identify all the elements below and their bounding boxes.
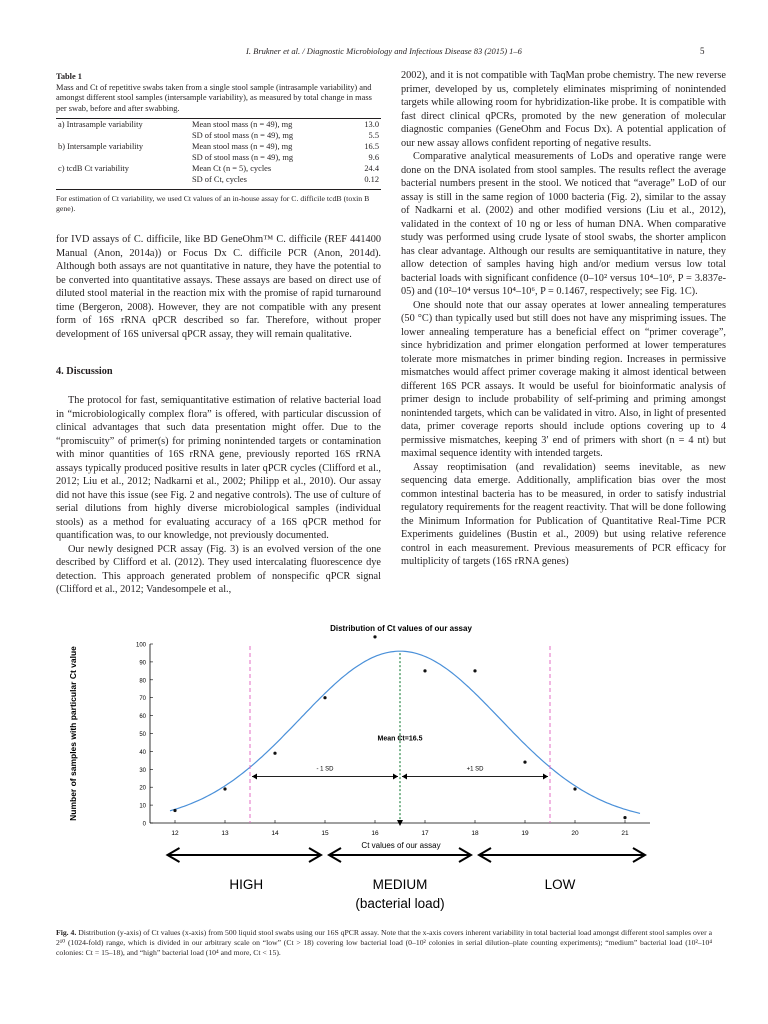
table-row [56,174,381,185]
data-point [323,696,326,699]
table-cell-measure: Mean stool mass (n = 49), mg [192,142,293,151]
x-tick-label: 17 [421,830,429,837]
table-cell-value: 0.12 [364,175,379,184]
y-tick-label: 0 [142,821,146,828]
table-bottom-rule [56,189,381,190]
data-point [473,669,476,672]
y-tick-label: 20 [139,785,146,792]
x-axis-label: Ct values of our assay [361,841,441,850]
x-tick-label: 12 [171,830,179,837]
table-cell-measure: Mean stool mass (n = 49), mg [192,120,293,129]
table-footnote: For estimation of Ct variability, we used Ct values of an in-house assay for C. difficile tcdB (toxin B gene). [56,194,370,213]
x-tick-label: 14 [271,830,279,837]
paragraph: Comparative analytical measurements of LoDs and operative range were done on the DNA isolated from stool samples. The results reflect the average bacterial numbers present in the stool. We noticed that “average” LoD of our assay is still in the same region of 1000 bacteria (Fig. 2), similar to the assay of Nadkarni et al. (2002) and other modified versions (Liu et al., 2012), validated in the context of 10 ng or less of human DNA. When comparative study was performed using crude lysate of stool swabs, the shorter amplicon has clear advantage. Although our results are semiquantitative in nature, they allow detection of samples having high and/or medium versus low total bacterial loads with significant confidence (0–10² versus 10⁴–10⁶, P = 3.837e-05) and (10²–10⁴ versus 10⁴–10⁶, P = 0.1467, respectively; see Fig. 1C). [401,151,726,297]
data-point [623,816,626,819]
figure-caption-text: Distribution (y-axis) of Ct values (x-axis) from 500 liquid stool swabs using our 16S qPCR assay. Note that the x-axis covers inherent variability in total bacterial load amongst different stool samples over a 2¹⁰ (1024-fold) range, which is divided in our arbitrary scale on “low” (Ct > 18) covering low bacterial load (0–10² colonies in serial dilution–plate counting experiments); “medium” bacterial load (10²–10⁴ colonies: Ct = 15–18), and “high” bacterial load (10⁴ and more, Ct < 15). [56,928,712,957]
section-title-discussion: 4. Discussion [56,366,113,377]
table-row [56,152,381,163]
low-region-label: LOW [544,877,576,892]
table-body [56,119,381,185]
table-row [56,130,381,141]
medium-region-label: MEDIUM [372,877,428,892]
data-point [173,809,176,812]
table-cell-value: 5.5 [368,131,379,140]
x-tick-label: 18 [471,830,479,837]
data-point [223,787,226,790]
table-row [56,141,381,152]
table-cell-group [56,174,190,185]
paragraph: One should note that our assay operates at lower annealing temperatures (50 °C) than typically used but still does not have any mispriming issues. The lower annealing temperature has a beneficial effect on “primer coverage”, since hybridization and primer elongation performed at lower temperatures tolerate more mismatches in primer binding region. Increases in permissive mismatches would affect primer coverage making it almost identical between different 16S PCR assays. It would be useful for bioinformatic analysis of primer design to include probability of self-priming and priming amongst nonintended targets, which can be validated in vitro. Also, in light of presented data, primer coverage reports should include options covering up to 4 permissive mismatches, keeping 3′ end of primers with short (n = 4 nt) but maximal sequence identity with intended targets. [401,299,726,459]
plus-sd-arrow-head [543,773,548,779]
plus-sd-arrow-tail [402,773,407,779]
right-column [401,69,726,569]
table-cell-measure: SD of Ct, cycles [192,175,247,184]
figure-caption-label: Fig. 4. [56,928,77,937]
minus-sd-arrow-head [393,773,398,779]
table-cell-group: b) Intersample variability [58,142,144,151]
table-row [56,163,381,174]
plus-sd-label: +1 SD [466,766,484,773]
high-region-label: HIGH [229,877,264,892]
minus-sd-arrow-tail [252,773,257,779]
table-caption: Mass and Ct of repetitive swabs taken from a single stool sample (intrasample variability) and amongst different stool samples (intersample variability), as measured by total change in mass per swab, before and after swabbing. [56,82,372,113]
data-point [423,669,426,672]
region-sublabel: (bacterial load) [355,896,445,911]
figure-caption [56,928,712,958]
y-tick-label: 50 [139,732,146,738]
x-tick-label: 20 [571,830,579,837]
fit-curve [170,651,640,813]
paragraph: Our newly designed PCR assay (Fig. 3) is an evolved version of the one described by Clifford et al. (2012). They used intercalating fluorescence dye detection. This approach generated problem of nonspecific qPCR signal (Clifford et al., 2012; Vandesompele et al., [56,543,381,595]
table-cell-measure: SD of stool mass (n = 49), mg [192,131,294,140]
table-cell-group [56,152,190,163]
paragraph: 2002), and it is not compatible with TaqMan probe chemistry. The new reverse primer, developed by us, completely eliminates mispriming of nonintended targets while allowing room for hybridization-like probe. It is compatible with fast direct clinical qPCRs, promoted by the new generation of molecular diagnostic companies (GeneOhm and Focus Dx). A potential application of our new assay allows confident reporting of negative results. [401,70,726,149]
table-1 [56,72,381,214]
y-tick-label: 100 [135,642,146,649]
ct-distribution-chart [56,622,712,922]
data-point [373,635,376,638]
data-point [523,761,526,764]
figure-4 [56,622,712,922]
x-tick-label: 21 [621,830,629,837]
table-cell-value: 9.6 [368,153,379,162]
paragraph: Assay reoptimisation (and revalidation) seems inevitable, as new sequencing data emerge. Additionally, amplification bias over the most common intestinal bacteria has to be measured, in order to satisfy industrial regulatory requirements for the reagent reactivity. That will be done following the Minimum Information for Publication of Quantitative Real-Time PCR Experiments guidelines (Bustin et al., 2009) but using relative reference control in each measurement. Previous measurements of PCR efficacy for multiplicity of targets (16S rRNA genes) [401,461,726,567]
y-tick-label: 70 [139,696,146,703]
running-header: I. Brukner et al. / Diagnostic Microbiology and Infectious Disease 83 (2015) 1–6 [246,46,522,56]
y-axis-label: Number of samples with particular Ct value [68,646,78,821]
table-cell-value: 16.5 [364,142,379,151]
y-tick-label: 80 [139,678,146,685]
x-tick-label: 16 [371,830,379,837]
x-tick-label: 15 [321,830,329,837]
left-column-discussion [56,394,381,597]
table-cell-measure: Mean Ct (n = 5), cycles [192,164,272,173]
table-label: Table 1 [56,72,82,81]
page-number: 5 [700,46,705,56]
paragraph: for IVD assays of C. difficile, like BD GeneOhm™ C. difficile (REF 441400 Manual (Anon, 2014a)) or Focus Dx C. difficile PCR (Anon, 2014d). Although both assays are not quantitative in nature, they have the potential to be converted into quantitative assays. These assays are based on direct use of diluted stool material in the reaction mix with the promise of rapid turnaround time (Bergeron, 2008). However, they are not compatible with any present form of 16S rRNA qPCR described so far. Therefore, without proper development of 16S universal qPCR assay, they will remain qualitative. [56,234,381,340]
chart-title: Distribution of Ct values of our assay [330,624,472,633]
table-cell-measure: SD of stool mass (n = 49), mg [192,153,294,162]
x-tick-label: 13 [221,830,229,837]
x-tick-label: 19 [521,830,529,837]
data-point [573,787,576,790]
table-cell-group: c) tcdB Ct variability [58,164,129,173]
table-row [56,119,381,130]
table-cell-group [56,130,190,141]
paragraph: The protocol for fast, semiquantitative estimation of relative bacterial load in “microbiologically complex flora” is offered, with particular discussion of clinical advantages that such data presentation might offer. Due to the “promiscuity” of primer(s) for priming nonintended targets or contamination with minor quantities of 16S rRNA gene, previously reported 16S rRNA assays typically produced positive results in later qPCR cycles (Clifford et al., 2012; Liu et al., 2012; Nadkarni et al., 2002; Philipp et al., 2010). Our assay did not have this issue (see Fig. 2 and negative controls). The use of culture of serial dilutions from highly diverse microbiological samples (individual stools) as a method for evaluating accuracy of a 16S qPCR method for quantification was, to our knowledge, not previously documented. [56,395,381,541]
y-tick-label: 40 [139,749,146,756]
y-tick-label: 60 [139,714,146,721]
table-cell-value: 24.4 [364,164,379,173]
data-point [273,752,276,755]
y-tick-label: 30 [139,767,146,774]
table-cell-group: a) Intrasample variability [58,120,143,129]
mean-label: Mean Ct=16.5 [377,735,423,743]
left-column-paragraph-1 [56,233,381,341]
y-tick-label: 10 [139,803,146,810]
y-tick-label: 90 [139,660,146,667]
table-cell-value: 13.0 [364,120,379,129]
minus-sd-label: - 1 SD [316,766,334,773]
